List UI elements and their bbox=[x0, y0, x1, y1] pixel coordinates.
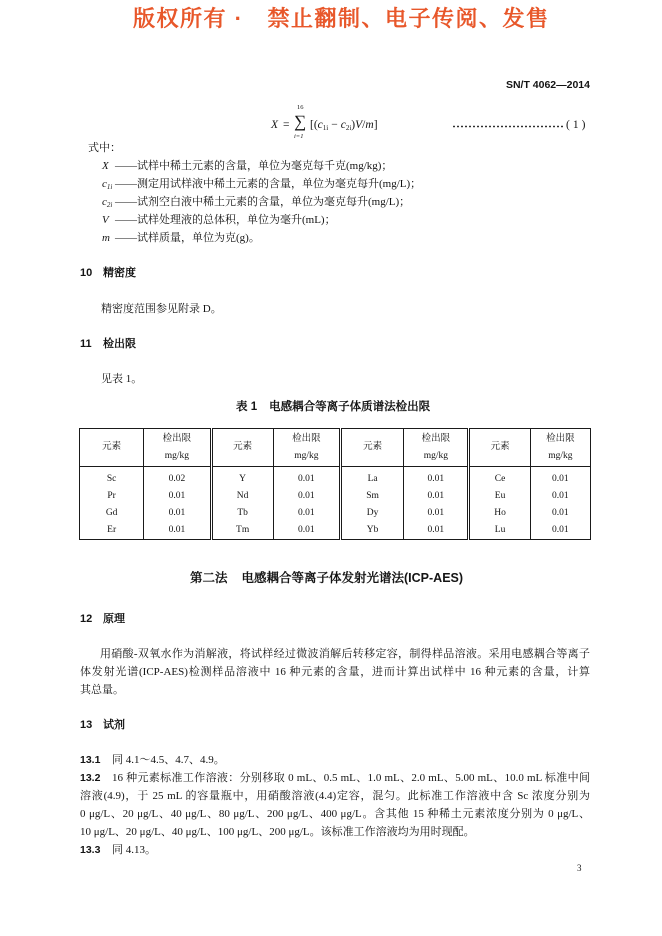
method-2-title bbox=[190, 568, 463, 588]
equation-term2-var: c bbox=[340, 119, 346, 131]
equation-lhs: X bbox=[271, 119, 279, 131]
header-limit-label: 检出限 bbox=[162, 433, 192, 444]
definition-text: ——测定用试样液中稀土元素的含量，单位为毫克每升(mg/L)； bbox=[115, 178, 422, 190]
definition-v bbox=[102, 211, 336, 229]
table-header-limit bbox=[144, 429, 211, 467]
detection-limit-value: 0.01 bbox=[273, 467, 340, 489]
where-intro: 式中： bbox=[88, 142, 121, 154]
equation-leader-dots bbox=[452, 125, 564, 128]
watermark-right-text: 禁止翻制、电子传阅、发售 bbox=[267, 6, 550, 31]
element-symbol: Pr bbox=[80, 488, 144, 505]
section-number: 10 bbox=[80, 267, 93, 279]
table-header-element bbox=[211, 429, 273, 467]
element-symbol: Yb bbox=[340, 522, 403, 540]
element-symbol: Ho bbox=[469, 505, 530, 522]
item-13-3-number: 13.3 bbox=[80, 844, 101, 856]
header-limit-label: 检出限 bbox=[292, 433, 321, 444]
table-row bbox=[80, 522, 591, 540]
header-limit-label: 检出限 bbox=[421, 433, 451, 444]
table-row bbox=[80, 488, 591, 505]
table-header-element bbox=[340, 429, 403, 467]
detection-limit-value: 0.01 bbox=[530, 488, 590, 505]
detection-limit-value: 0.01 bbox=[530, 522, 590, 540]
table-header-limit bbox=[404, 429, 469, 467]
equation-close-paren: ) bbox=[351, 119, 356, 131]
table-header-element bbox=[80, 429, 144, 467]
detection-limit-value: 0.01 bbox=[530, 505, 590, 522]
section-number: 11 bbox=[80, 338, 92, 350]
method-label: 第二法 bbox=[190, 571, 228, 585]
element-symbol: Sm bbox=[340, 488, 403, 505]
header-limit-label: 检出限 bbox=[546, 433, 575, 444]
section-title: 原理 bbox=[103, 613, 125, 625]
table-header-element bbox=[469, 429, 530, 467]
equation-number: (1) bbox=[566, 119, 589, 131]
header-element-label: 元素 bbox=[102, 442, 122, 452]
equation-term1-sub: 1i bbox=[322, 124, 329, 132]
definition-symbol: X bbox=[102, 160, 109, 172]
section-number: 13 bbox=[80, 719, 93, 731]
section-number: 12 bbox=[80, 613, 93, 625]
item-13-2-number: 13.2 bbox=[80, 772, 101, 784]
definition-m bbox=[102, 229, 260, 247]
table-header-row bbox=[80, 429, 591, 467]
element-symbol: Nd bbox=[211, 488, 273, 505]
header-limit-unit: mg/kg bbox=[548, 450, 573, 461]
detection-limit-value: 0.01 bbox=[530, 467, 590, 489]
definition-symbol: m bbox=[102, 232, 110, 244]
method-name: 电感耦合等离子体发射光谱法(ICP-AES) bbox=[241, 571, 464, 585]
equation-equals: = bbox=[283, 119, 290, 131]
equation-mass-var: m bbox=[365, 119, 374, 131]
definition-symbol: V bbox=[102, 214, 109, 226]
definition-symbol: c bbox=[102, 178, 107, 190]
standard-number: SN/T 4062—2014 bbox=[505, 79, 590, 91]
item-13-2-line-1: 16 种元素标准工作溶液：分别移取 0 mL、0.5 mL、1.0 mL、2.0 mL、5.00 mL、10.0 mL 标准中间 bbox=[112, 772, 590, 784]
section-11-heading bbox=[80, 335, 136, 353]
element-symbol: Dy bbox=[340, 505, 403, 522]
detection-limit-value: 0.01 bbox=[144, 488, 211, 505]
page-number: 3 bbox=[577, 863, 582, 873]
table-caption bbox=[236, 398, 430, 416]
definition-text: ——试剂空白液中稀土元素的含量，单位为毫克每升(mg/L)； bbox=[115, 196, 411, 208]
copyright-watermark bbox=[133, 5, 549, 33]
element-symbol: Gd bbox=[80, 505, 144, 522]
summation-upper-limit: 16 bbox=[297, 104, 304, 111]
definition-subscript: 2i bbox=[106, 201, 113, 209]
header-element-label: 元素 bbox=[490, 442, 510, 452]
section-12-heading bbox=[80, 610, 125, 628]
section-11-text: 见表 1。 bbox=[101, 373, 143, 385]
section-13-heading bbox=[80, 716, 125, 734]
item-13-3-text: 同 4.13。 bbox=[112, 844, 156, 856]
definition-x bbox=[102, 157, 392, 175]
definition-text: ——试样中稀土元素的含量，单位为毫克每千克(mg/kg)； bbox=[115, 160, 393, 172]
element-symbol: Sc bbox=[80, 467, 144, 489]
principle-line-1: 用硝酸-双氧水作为消解液，将试样经过微波消解后转移定容，制得样品溶液。采用电感耦合等离子 bbox=[100, 648, 590, 660]
detection-limit-value: 0.01 bbox=[404, 467, 469, 489]
element-symbol: Eu bbox=[469, 488, 530, 505]
table-caption-number: 表 1 bbox=[236, 401, 258, 413]
equation-volume-var: V bbox=[355, 119, 363, 131]
definition-symbol: c bbox=[102, 196, 107, 208]
equation-term1-var: c bbox=[317, 119, 323, 131]
detection-limit-value: 0.01 bbox=[404, 505, 469, 522]
detection-limit-table bbox=[79, 428, 591, 540]
element-symbol: Y bbox=[211, 467, 273, 489]
section-10-text: 精密度范围参见附录 D。 bbox=[101, 303, 222, 315]
definition-text: ——试样质量，单位为克(g)。 bbox=[115, 232, 260, 244]
table-header-limit bbox=[530, 429, 590, 467]
item-13-1-number: 13.1 bbox=[80, 754, 101, 766]
principle-line-3: 其总量。 bbox=[80, 684, 124, 696]
table-row bbox=[80, 505, 591, 522]
definition-c2i bbox=[102, 193, 410, 211]
header-limit-unit: mg/kg bbox=[423, 450, 448, 461]
item-13-2-line-4: 10 μg/L、20 μg/L、40 μg/L、100 μg/L、200 μg/L。该标准工作溶液均为用时现配。 bbox=[80, 826, 475, 838]
header-limit-unit: mg/kg bbox=[164, 450, 190, 461]
element-symbol: Tb bbox=[211, 505, 273, 522]
section-title: 精密度 bbox=[103, 267, 136, 279]
table-caption-title: 电感耦合等离子体质谱法检出限 bbox=[269, 401, 431, 413]
item-13-1-text: 同 4.1～4.5、4.7、4.9。 bbox=[112, 754, 225, 766]
watermark-left-text: 版权所有 · bbox=[133, 6, 244, 31]
detection-limit-value: 0.02 bbox=[144, 467, 211, 489]
detection-limit-value: 0.01 bbox=[144, 522, 211, 540]
equation-body bbox=[310, 116, 378, 134]
definition-c1i bbox=[102, 175, 421, 193]
header-limit-unit: mg/kg bbox=[294, 450, 319, 461]
element-symbol: La bbox=[340, 467, 403, 489]
table-row bbox=[80, 467, 591, 489]
principle-line-2: 体发射光谱(ICP-AES)检测样品溶液中 16 种元素的含量，进而计算出试样中 16 种元素的含量，计算 bbox=[80, 666, 590, 678]
detection-limit-value: 0.01 bbox=[273, 505, 340, 522]
element-symbol: Ce bbox=[469, 467, 530, 489]
equation-minus: − bbox=[331, 119, 338, 131]
definition-text: ——试样处理液的总体积，单位为毫升(mL)； bbox=[115, 214, 336, 226]
summation-symbol: ∑ bbox=[294, 112, 307, 131]
element-symbol: Lu bbox=[469, 522, 530, 540]
equation-close-bracket: ] bbox=[373, 119, 378, 131]
summation-lower-limit: i=1 bbox=[294, 133, 304, 140]
equation-term2-sub: 2i bbox=[345, 124, 352, 132]
definition-subscript: 1i bbox=[106, 183, 113, 191]
detection-limit-value: 0.01 bbox=[404, 522, 469, 540]
header-element-label: 元素 bbox=[233, 442, 253, 452]
item-13-2-line-3: 0 μg/L、20 μg/L、40 μg/L、80 μg/L、200 μg/L、400 μg/L。含其他 15 种稀土元素浓度分别为 0 μg/L、 bbox=[80, 808, 590, 820]
section-title: 检出限 bbox=[103, 338, 136, 350]
header-element-label: 元素 bbox=[363, 442, 383, 452]
detection-limit-value: 0.01 bbox=[404, 488, 469, 505]
section-title: 试剂 bbox=[103, 719, 125, 731]
detection-limit-value: 0.01 bbox=[273, 522, 340, 540]
table-header-limit bbox=[273, 429, 340, 467]
detection-limit-value: 0.01 bbox=[273, 488, 340, 505]
element-symbol: Tm bbox=[211, 522, 273, 540]
section-10-heading bbox=[80, 264, 136, 282]
equation-open-bracket: [( bbox=[310, 119, 318, 131]
element-symbol: Er bbox=[80, 522, 144, 540]
detection-limit-value: 0.01 bbox=[144, 505, 211, 522]
item-13-2-line-2: 溶液(4.9)，于 25 mL 的容量瓶中，用硝酸溶液(4.4)定容，混匀。此标准工作溶液中含 Sc 浓度分别为 bbox=[80, 790, 590, 802]
equation-slash: / bbox=[362, 119, 366, 131]
